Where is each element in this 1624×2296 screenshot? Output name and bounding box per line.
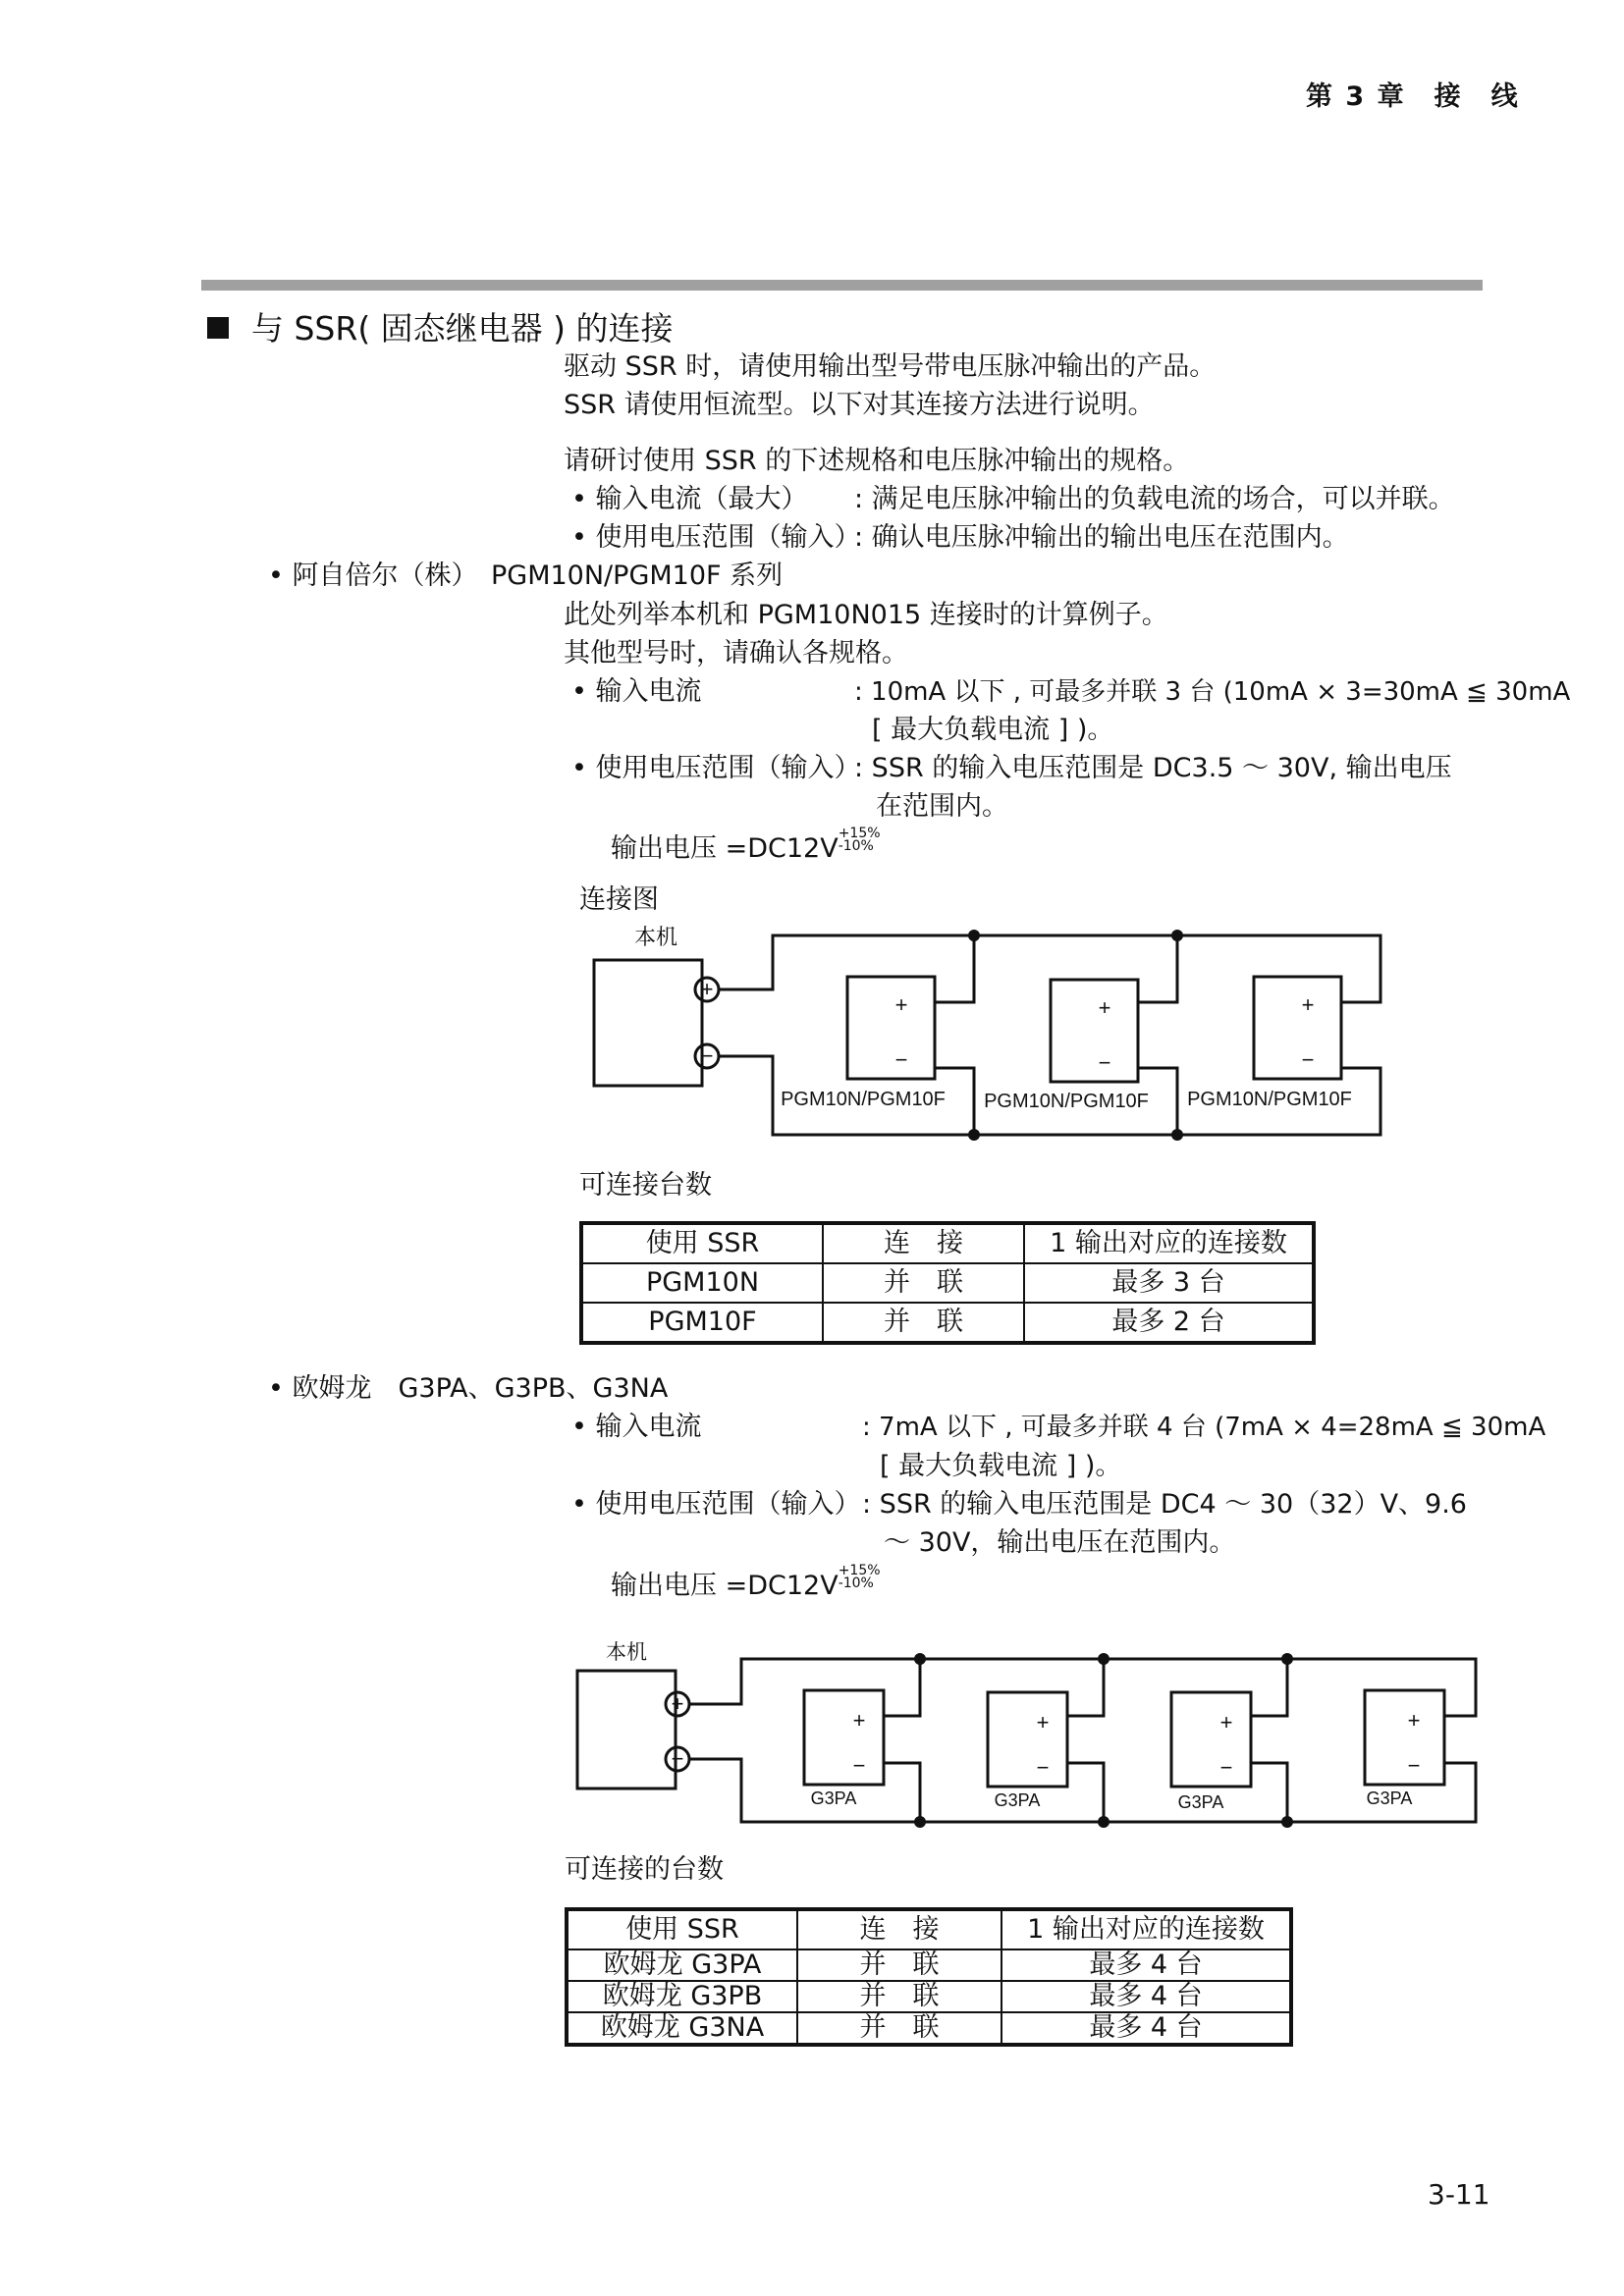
azbil-ssr-label: PGM10N/PGM10F <box>984 1091 1149 1112</box>
junction-dot <box>968 1129 980 1141</box>
table-header-cell: 使用 SSR <box>567 1909 797 1949</box>
table-cell: 最多 2 台 <box>1024 1303 1314 1343</box>
omron-spec2-line2: ～ 30V，输出电压在范围内。 <box>884 1527 1236 1558</box>
omron-ssr-minus: − <box>1407 1753 1421 1778</box>
table-row <box>567 1981 1291 2012</box>
azbil-ssr-plus: + <box>894 992 908 1017</box>
azbil-ssr-minus: − <box>1098 1050 1111 1075</box>
omron-unit-minus: − <box>671 1746 684 1771</box>
omron-unit-label: 本机 <box>606 1641 647 1664</box>
azbil-spec1-line2: [ 最大负载电流 ] )。 <box>872 715 1114 745</box>
table-cell: 最多 4 台 <box>1001 2012 1291 2045</box>
table-cell: 并 联 <box>823 1263 1024 1303</box>
junction-dot <box>1098 1816 1110 1828</box>
table-cell: 欧姆龙 G3PA <box>567 1949 797 1981</box>
table-header-cell: 使用 SSR <box>581 1223 823 1263</box>
omron-spec2-line1: : SSR 的输入电压范围是 DC4 ～ 30（32）V、9.6 <box>862 1489 1467 1520</box>
table-header-row <box>567 1909 1291 1949</box>
azbil-ssr-label: PGM10N/PGM10F <box>781 1089 946 1110</box>
omron-unit-box <box>577 1671 676 1789</box>
omron-ssr-label: G3PA <box>1366 1789 1413 1808</box>
azbil-tol-plus: +15% <box>838 826 881 841</box>
table-cell: 最多 4 台 <box>1001 1949 1291 1981</box>
table-header-cell: 1 输出对应的连接数 <box>1024 1223 1314 1263</box>
omron-tol-minus: -10% <box>838 1575 874 1591</box>
table-row <box>581 1263 1314 1303</box>
section-divider <box>201 280 1483 291</box>
intro-line-1: 驱动 SSR 时，请使用输出型号带电压脉冲输出的产品。 <box>564 351 1217 382</box>
omron-ssr-plus: + <box>1036 1710 1050 1735</box>
junction-dot <box>968 930 980 941</box>
junction-dot <box>914 1653 926 1665</box>
azbil-ssr-minus: − <box>1301 1047 1315 1072</box>
omron-ssr-plus: + <box>1407 1708 1421 1733</box>
omron-voltage-tolerance <box>839 1565 881 1590</box>
azbil-ssr-plus: + <box>1098 995 1111 1020</box>
section-title: 与 SSR( 固态继电器 ) 的连接 <box>251 309 674 347</box>
azbil-ssr-plus: + <box>1301 992 1315 1017</box>
omron-ssr-box <box>1365 1690 1444 1785</box>
chapter-header: 第 3 章 接 线 <box>1306 81 1520 112</box>
omron-spec1-line2: [ 最大负载电流 ] )。 <box>880 1451 1122 1481</box>
table-cell: 最多 4 台 <box>1001 1981 1291 2012</box>
table-cell: 并 联 <box>797 2012 1001 2045</box>
azbil-line-1: 此处列举本机和 PGM10N015 连接时的计算例子。 <box>564 600 1168 630</box>
table-cell: 欧姆龙 G3PB <box>567 1981 797 2012</box>
omron-ssr-minus: − <box>1036 1755 1050 1780</box>
omron-tol-plus: +15% <box>838 1563 881 1578</box>
omron-connection-table <box>565 1907 1293 2047</box>
azbil-output-voltage-text: 输出电压 =DC12V <box>611 833 839 864</box>
omron-heading: • 欧姆龙 G3PA、G3PB、G3NA <box>268 1373 669 1404</box>
table-header-cell: 连 接 <box>797 1909 1001 1949</box>
omron-ssr-minus: − <box>1219 1755 1233 1780</box>
azbil-spec2-line2: 在范围内。 <box>876 791 1008 822</box>
junction-dot <box>1171 1129 1183 1141</box>
table-header-row <box>581 1223 1314 1263</box>
omron-ssr-box <box>804 1690 884 1785</box>
junction-dot <box>1171 930 1183 941</box>
omron-connection-diagram <box>565 1629 1488 1845</box>
azbil-unit-box <box>594 960 702 1086</box>
intro-spec1-text: : 满足电压脉冲输出的负载电流的场合，可以并联。 <box>854 484 1455 514</box>
omron-ssr-minus: − <box>852 1753 866 1778</box>
azbil-line-2: 其他型号时，请确认各规格。 <box>564 638 908 668</box>
table-row <box>567 1949 1291 1981</box>
intro-line-2: SSR 请使用恒流型。以下对其连接方法进行说明。 <box>564 390 1155 420</box>
intro-spec2-label: • 使用电压范围（输入） <box>571 522 861 553</box>
azbil-output-voltage <box>611 826 881 867</box>
azbil-spec2-label: • 使用电压范围（输入） <box>571 753 861 783</box>
table-cell: 并 联 <box>823 1303 1024 1343</box>
junction-dot <box>914 1816 926 1828</box>
omron-table-title: 可连接的台数 <box>565 1854 724 1885</box>
azbil-unit-plus: + <box>700 977 714 1001</box>
table-header-cell: 1 输出对应的连接数 <box>1001 1909 1291 1949</box>
table-cell: PGM10N <box>581 1263 823 1303</box>
omron-ssr-label: G3PA <box>994 1790 1041 1810</box>
omron-output-voltage <box>611 1563 881 1604</box>
intro-spec2-text: : 确认电压脉冲输出的输出电压在范围内。 <box>854 522 1349 553</box>
intro-line-3: 请研讨使用 SSR 的下述规格和电压脉冲输出的规格。 <box>564 446 1190 476</box>
azbil-spec1-label: • 输入电流 <box>571 676 702 707</box>
table-cell: 最多 3 台 <box>1024 1263 1314 1303</box>
table-cell: 欧姆龙 G3NA <box>567 2012 797 2045</box>
azbil-table-title: 可连接台数 <box>579 1170 712 1201</box>
junction-dot <box>1098 1653 1110 1665</box>
azbil-diagram-title: 连接图 <box>579 884 659 915</box>
omron-ssr-label: G3PA <box>810 1789 857 1808</box>
omron-spec1-label: • 输入电流 <box>571 1412 702 1442</box>
table-cell: 并 联 <box>797 1949 1001 1981</box>
junction-dot <box>1281 1653 1293 1665</box>
intro-spec1-label: • 输入电流（最大） <box>571 484 808 514</box>
omron-spec1-line1: : 7mA 以下 , 可最多并联 4 台 (7mA × 4=28mA ≦ 30mA <box>862 1413 1546 1442</box>
omron-output-voltage-text: 输出电压 =DC12V <box>611 1571 839 1601</box>
azbil-ssr-box <box>847 977 935 1079</box>
azbil-tol-minus: -10% <box>838 838 874 854</box>
omron-ssr-plus: + <box>1219 1710 1233 1735</box>
junction-dot <box>1281 1816 1293 1828</box>
table-header-cell: 连 接 <box>823 1223 1024 1263</box>
omron-unit-plus: + <box>671 1691 684 1716</box>
omron-ssr-plus: + <box>852 1708 866 1733</box>
page-number: 3-11 <box>1428 2178 1490 2211</box>
azbil-ssr-label: PGM10N/PGM10F <box>1187 1089 1352 1110</box>
table-row <box>567 2012 1291 2045</box>
omron-spec2-label: • 使用电压范围（输入） <box>571 1489 861 1520</box>
section-bullet-square <box>207 317 229 339</box>
table-row <box>581 1303 1314 1343</box>
omron-ssr-label: G3PA <box>1177 1792 1224 1812</box>
azbil-voltage-tolerance <box>839 828 881 853</box>
omron-ssr-box <box>988 1692 1067 1787</box>
azbil-spec2-line1: : SSR 的输入电压范围是 DC3.5 ～ 30V, 输出电压 <box>854 753 1452 783</box>
azbil-spec1-line1: : 10mA 以下 , 可最多并联 3 台 (10mA × 3=30mA ≦ 30mA <box>854 677 1571 707</box>
azbil-connection-table <box>579 1221 1316 1345</box>
azbil-connection-diagram <box>579 913 1394 1148</box>
azbil-ssr-box <box>1051 980 1138 1082</box>
azbil-unit-minus: − <box>700 1043 714 1068</box>
azbil-ssr-minus: − <box>894 1047 908 1072</box>
table-cell: PGM10F <box>581 1303 823 1343</box>
azbil-ssr-box <box>1254 977 1341 1079</box>
omron-ssr-box <box>1171 1692 1251 1787</box>
table-cell: 并 联 <box>797 1981 1001 2012</box>
azbil-heading: • 阿自倍尔（株） PGM10N/PGM10F 系列 <box>268 561 784 591</box>
azbil-unit-label: 本机 <box>633 925 678 949</box>
